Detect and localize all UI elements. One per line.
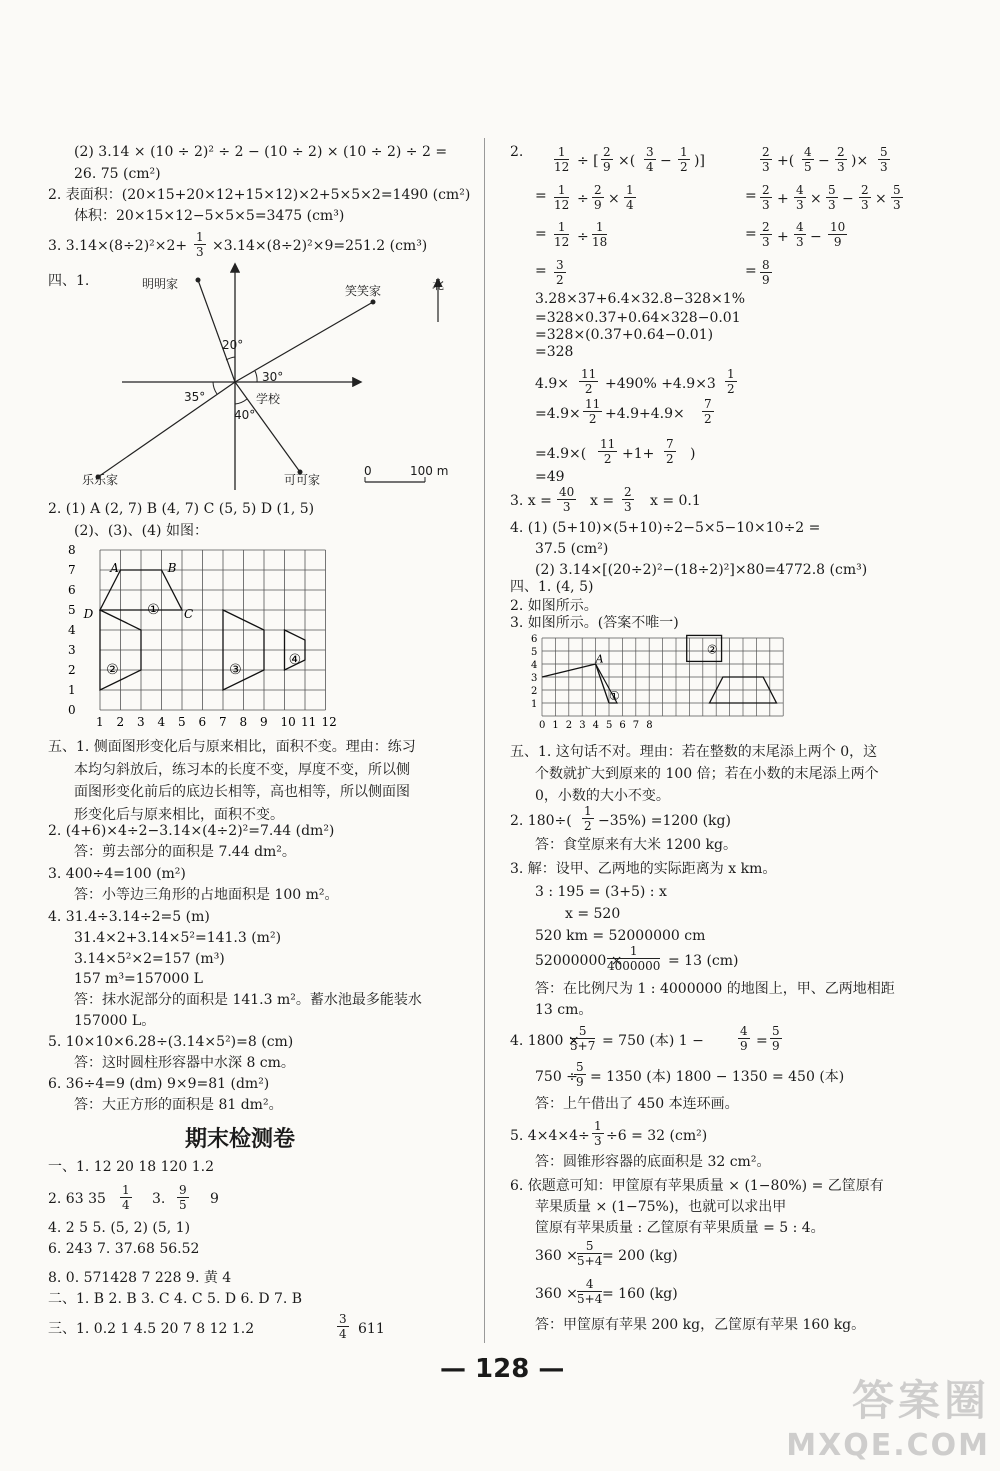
x-tick-label: 11	[301, 715, 317, 729]
right-text-line: (2) 3.14×[(20÷2)²−(18÷2)²]×80=4772.8 (cm³)	[535, 562, 868, 578]
x-tick-label: 12	[321, 715, 337, 729]
expr-b-4: +	[777, 191, 789, 207]
left-text-line: 3. 400÷4=100 (m²)	[48, 866, 186, 882]
x-tick-label: 4	[157, 715, 166, 729]
right-text-line: =328	[535, 344, 574, 360]
right-text-line: =4.9×	[535, 406, 581, 422]
expr-b-8: +	[777, 229, 789, 245]
y-tick-label: 4	[531, 660, 538, 672]
right-text-line: 360 ×	[535, 1286, 578, 1302]
label-xiaoxiao: 笑笑家	[345, 284, 382, 298]
right-text-line: =	[535, 226, 547, 242]
point-label: B	[167, 561, 177, 575]
x-tick-label: 4	[592, 720, 599, 731]
right-text-line: +1+	[622, 446, 655, 462]
right-text-line: =	[745, 263, 757, 279]
left-text-line: 8. 0. 571428 7 228 9. 黄 4	[48, 1270, 232, 1286]
x-tick-label: 7	[219, 715, 227, 729]
left-text-line: 2. (4+6)×4÷2−3.14×(4÷2)²=7.44 (dm²)	[48, 823, 335, 839]
right-fraction: $\frac{1}{4000000}$	[607, 944, 661, 973]
right-text-line: 个数就扩大到原来的 100 倍；若在小数的末尾添上两个	[535, 766, 879, 782]
right-text-line: 4. (1) (5+10)×(5+10)÷2−5×5−10×10÷2 =	[510, 520, 821, 536]
x-tick-label: 3	[137, 715, 145, 729]
expr-a-6: ×	[608, 191, 620, 207]
left-text-line: 四、1.	[48, 273, 90, 289]
right-fraction: $\frac{3}{2}$	[556, 258, 564, 287]
left-text-line: 4. 31.4÷3.14÷2=5 (m)	[48, 909, 210, 925]
y-tick-label: 1	[68, 683, 76, 697]
right-text-line: 3.28×37+6.4×32.8−328×1%	[535, 291, 746, 307]
expr-a-3: −	[660, 153, 672, 169]
expr-a-4: )]	[694, 153, 705, 169]
left-text-line: 3.14×5²×2=157 (m³)	[74, 951, 225, 967]
left-fraction: $\frac{9}{5}$	[179, 1183, 187, 1212]
coordinate-grid-left	[60, 540, 350, 740]
expr-b-3: )×	[851, 153, 869, 169]
left-text-line: 答：这时圆柱形容器中水深 8 cm。	[74, 1055, 295, 1071]
right-fraction: $\frac{2}{3}$	[762, 145, 770, 174]
expr-b-1: +(	[777, 153, 795, 169]
right-fraction: $\frac{11}{2}$	[581, 367, 597, 396]
right-text-line: =	[535, 188, 547, 204]
right-text-line: = 200 (kg)	[602, 1248, 678, 1264]
frac-1-18: $\frac{1}{18}$	[592, 220, 608, 249]
left-text-line: 4. 2 5 5. (5, 2) (5, 1)	[48, 1220, 191, 1236]
right-text-line: )	[690, 446, 696, 462]
right-text-line: =	[745, 188, 757, 204]
right-text-line: 3. 如图所示。(答案不唯一)	[510, 615, 679, 631]
right-text-line: =328×0.37+0.64×328−0.01	[535, 310, 741, 326]
frac-5-3c: $\frac{5}{3}$	[893, 183, 901, 212]
left-text-line: ×3.14×(8÷2)²×9=251.2 (cm³)	[212, 238, 428, 254]
right-fraction: $\frac{5}{5+7}$	[570, 1024, 596, 1053]
right-text-line: ÷6 = 32 (cm²)	[606, 1128, 708, 1144]
column-divider	[484, 138, 485, 1343]
left-text-line: 3. 3.14×(8÷2)²×2+	[48, 238, 188, 254]
angle-20: 20°	[222, 338, 244, 352]
right-fraction: $\frac{7}{2}$	[666, 437, 674, 466]
x-tick-label: 0	[539, 720, 546, 731]
right-text-line: 5. 4×4×4÷	[510, 1128, 590, 1144]
point-label: A	[110, 561, 119, 575]
x-tick-label: 10	[280, 715, 296, 729]
left-text-line: 9	[210, 1191, 219, 1207]
right-fraction: $\frac{7}{2}$	[704, 397, 712, 426]
right-text-line: +490% +4.9×3	[605, 376, 716, 392]
frac-5-3: $\frac{5}{3}$	[880, 145, 888, 174]
x-tick-label: 8	[646, 720, 653, 731]
right-text-line: =	[535, 263, 547, 279]
left-text-line: 157 m³=157000 L	[74, 971, 203, 987]
x-tick-label: 1	[552, 720, 559, 731]
left-fraction: $\frac{1}{4}$	[122, 1183, 130, 1212]
x-tick-label: 3	[579, 720, 586, 731]
right-fraction: $\frac{1}{12}$	[554, 183, 570, 212]
x-tick-label: 6	[619, 720, 626, 731]
left-text-line: 2. 63 35	[48, 1191, 106, 1207]
x-tick-label: 9	[260, 715, 268, 729]
expr-b-5: ×	[810, 191, 822, 207]
expr-b-9: −	[810, 229, 822, 245]
right-text-line: 五、1. 这句话不对。理由：若在整数的末尾添上两个 0，这	[510, 744, 878, 760]
y-tick-label: 5	[68, 603, 76, 617]
right-text-line: 筐原有苹果质量 : 乙筐原有苹果质量 = 5 : 4。	[535, 1220, 825, 1236]
left-text-line: 157000 L。	[74, 1013, 156, 1029]
x-tick-label: 1	[96, 715, 104, 729]
right-text-line: 四、1. (4, 5)	[510, 579, 594, 595]
left-text-line: 3.	[152, 1191, 166, 1207]
left-text-line: 31.4×2+3.14×5²=141.3 (m²)	[74, 930, 282, 946]
right-fraction: $\frac{1}{12}$	[554, 145, 570, 174]
right-fraction: $\frac{1}{2}$	[584, 804, 592, 833]
angle-35: 35°	[184, 390, 206, 404]
frac-2-3b: $\frac{2}{3}$	[861, 183, 869, 212]
right-text-line: =4.9×(	[535, 446, 587, 462]
left-text-line: 6. 243 7. 37.68 56.52	[48, 1241, 200, 1257]
right-text-line: −35%) =1200 (kg)	[598, 813, 731, 829]
label-keke: 可可家	[284, 473, 321, 487]
right-text-line: =	[756, 1033, 768, 1049]
right-text-line: 0，小数的大小不变。	[535, 788, 670, 804]
left-fraction: $\frac{1}{3}$	[196, 230, 204, 259]
label-mingming: 明明家	[142, 277, 179, 291]
y-tick-label: 2	[68, 663, 76, 677]
angle-30: 30°	[262, 370, 284, 384]
left-text-line: 一、1. 12 20 18 120 1.2	[48, 1159, 215, 1175]
right-fraction: $\frac{5}{9}$	[772, 1024, 780, 1053]
right-text-line: 答：食堂原来有大米 1200 kg。	[535, 837, 737, 853]
shape-label: ①	[609, 689, 620, 704]
coordinate-grid-right	[530, 628, 790, 738]
left-text-line: (2) 3.14 × (10 ÷ 2)² ÷ 2 − (10 ÷ 2) × (10 ÷ 2) ÷ 2 =	[74, 144, 448, 160]
right-text-line: 360 ×	[535, 1248, 578, 1264]
scale-zero: 0	[364, 464, 372, 478]
y-tick-label: 6	[531, 634, 538, 646]
left-text-line: 2. (1) A (2, 7) B (4, 7) C (5, 5) D (1, 5)	[48, 501, 315, 517]
right-text-line: 苹果质量 × (1−75%)，也就可以求出甲	[535, 1199, 787, 1215]
right-text-line: =328×(0.37+0.64−0.01)	[535, 327, 714, 343]
y-tick-label: 4	[68, 623, 76, 637]
left-text-line: 答：小等边三角形的占地面积是 100 m²。	[74, 887, 339, 903]
left-text-line: 三、1. 0.2 1 4.5 20 7 8 12 1.2	[48, 1321, 255, 1337]
right-fraction: $\frac{8}{9}$	[762, 258, 770, 287]
right-text-line: 4. 1800 ×	[510, 1033, 580, 1049]
expr-a-5: ÷	[577, 191, 589, 207]
left-text-line: 本均匀斜放后，练习本的长度不变，厚度不变，所以侧	[74, 762, 410, 778]
frac-4-3b: $\frac{4}{3}$	[796, 220, 804, 249]
shape-label: ④	[288, 652, 302, 668]
y-tick-label: 3	[68, 643, 76, 657]
expr-b-2: −	[818, 153, 830, 169]
right-text-line: = 750 (本) 1 −	[602, 1033, 704, 1049]
y-tick-label: 8	[68, 543, 76, 557]
right-text-line: 3 : 195 = (3+5) : x	[535, 884, 667, 900]
shape-label: ③	[229, 662, 242, 678]
expr-a-2: ×(	[618, 153, 636, 169]
right-text-line: 6. 依题意可知：甲筐原有苹果质量 × (1−80%) = 乙筐原有	[510, 1178, 884, 1194]
right-text-line: x =	[590, 493, 615, 509]
right-fraction: $\frac{1}{3}$	[594, 1119, 602, 1148]
right-text-line: = 1350 (本) 1800 − 1350 = 450 (本)	[590, 1069, 845, 1085]
right-fraction: $\frac{2}{3}$	[624, 485, 632, 514]
right-text-line: 13 cm。	[535, 1002, 593, 1018]
left-text-line: 体积：20×15×12−5×5×5=3475 (cm³)	[74, 208, 345, 224]
right-fraction: $\frac{11}{2}$	[585, 397, 601, 426]
right-fraction: $\frac{40}{3}$	[559, 485, 575, 514]
left-text-line: 答：大正方形的面积是 81 dm²。	[74, 1097, 283, 1113]
right-fraction: $\frac{5}{5+4}$	[577, 1239, 603, 1268]
y-tick-label: 2	[531, 686, 538, 698]
right-fraction: $\frac{5}{9}$	[576, 1060, 584, 1089]
frac-1-2: $\frac{1}{2}$	[680, 145, 688, 174]
label-lele: 乐乐家	[82, 473, 119, 487]
point-label: C	[184, 607, 194, 621]
right-fraction: $\frac{11}{2}$	[600, 437, 616, 466]
left-text-line: 26. 75 (cm²)	[74, 166, 161, 182]
right-text-line: 4.9×	[535, 376, 569, 392]
x-tick-label: 7	[632, 720, 640, 731]
y-tick-label: 5	[531, 647, 538, 659]
right-fraction: $\frac{4}{9}$	[740, 1024, 748, 1053]
left-text-line: 答：剪去部分的面积是 7.44 dm²。	[74, 844, 296, 860]
watermark-url: MXQE.COM	[786, 1428, 990, 1463]
expr-a-1: ÷ [	[577, 153, 599, 169]
right-fraction: $\frac{1}{12}$	[554, 220, 570, 249]
y-tick-label: 0	[68, 703, 76, 717]
left-text-line: (2)、(3)、(4) 如图：	[74, 523, 208, 539]
expr-b-7: ×	[875, 191, 887, 207]
right-fraction: $\frac{1}{2}$	[727, 367, 735, 396]
frac-4-5: $\frac{4}{5}$	[804, 145, 812, 174]
right-text-line: x = 0.1	[650, 493, 701, 509]
right-text-line: 答：在比例尺为 1 : 4000000 的地图上，甲、乙两地相距	[535, 981, 895, 997]
right-text-line: 2. 如图所示。	[510, 598, 598, 614]
frac-4-3: $\frac{4}{3}$	[796, 183, 804, 212]
right-text-line: = 160 (kg)	[602, 1286, 678, 1302]
frac-5-3b: $\frac{5}{3}$	[828, 183, 836, 212]
left-text-line: 形变化后与原来相比，面积不变。	[74, 807, 284, 823]
frac-10-9: $\frac{10}{9}$	[830, 220, 846, 249]
x-tick-label: 2	[565, 720, 573, 731]
right-text-line: 2. 180÷(	[510, 813, 572, 829]
right-text-line: 750 ÷	[535, 1069, 578, 1085]
right-text-line: 520 km = 52000000 cm	[535, 928, 706, 944]
shape-label: ②	[106, 662, 119, 678]
watermark	[786, 1368, 990, 1463]
right-fraction: $\frac{2}{3}$	[762, 220, 770, 249]
left-text-line: 面图形变化前后的底边长相等，高也相等，所以侧面图	[74, 784, 410, 800]
section-title: 期末检测卷	[185, 1127, 296, 1152]
right-fraction: $\frac{2}{3}$	[762, 183, 770, 212]
shape-label: ②	[706, 642, 718, 657]
right-text-line: =	[745, 226, 757, 242]
label-school: 学校	[256, 392, 281, 406]
x-tick-label: 5	[606, 720, 613, 731]
expr-b-6: −	[842, 191, 854, 207]
right-text-line: x = 520	[565, 906, 621, 922]
right-text-line: 3. 解：设甲、乙两地的实际距离为 x km。	[510, 861, 777, 877]
frac-3-4: $\frac{3}{4}$	[646, 145, 654, 174]
frac-1-4: $\frac{1}{4}$	[626, 183, 634, 212]
left-text-line: 611	[358, 1321, 385, 1337]
right-text-line: 3. x =	[510, 493, 552, 509]
y-tick-label: 7	[68, 563, 76, 577]
scale-100m: 100 m	[410, 464, 449, 478]
x-tick-label: 6	[198, 715, 207, 729]
right-text-line: 37.5 (cm²)	[535, 541, 609, 557]
y-tick-label: 3	[531, 673, 538, 685]
x-tick-label: 8	[239, 715, 248, 729]
point-label: A	[595, 652, 604, 666]
x-tick-label: 2	[116, 715, 125, 729]
expr-a-7: ÷	[577, 229, 589, 245]
right-text-line: 答：上午借出了 450 本连环画。	[535, 1096, 739, 1112]
right-text-line: 答：甲筐原有苹果 200 kg，乙筐原有苹果 160 kg。	[535, 1317, 866, 1333]
right-text-line: 2.	[510, 144, 524, 160]
frac-2-3: $\frac{2}{3}$	[837, 145, 845, 174]
shape-label: ①	[147, 602, 160, 618]
right-text-line: +4.9+4.9×	[605, 406, 685, 422]
frac-2-9: $\frac{2}{9}$	[603, 145, 611, 174]
angle-40: 40°	[234, 408, 256, 422]
left-text-line: 2. 表面积：(20×15+20×12+15×12)×2+5×5×2=1490 (cm²)	[48, 187, 471, 203]
left-text-line: 答：抹水泥部分的面积是 141.3 m²。蓄水池最多能装水	[74, 992, 422, 1008]
left-text-line: 五、1. 侧面图形变化后与原来相比，面积不变。理由：练习	[48, 739, 416, 755]
point-label: D	[83, 607, 94, 621]
right-text-line: 52000000 ×	[535, 953, 623, 969]
y-tick-label: 1	[531, 699, 538, 711]
left-text-line: 二、1. B 2. B 3. C 4. C 5. D 6. D 7. B	[48, 1291, 303, 1307]
right-text-line: =49	[535, 469, 565, 485]
right-fraction: $\frac{4}{5+4}$	[577, 1277, 603, 1306]
left-text-line: 6. 36÷4=9 (dm) 9×9=81 (dm²)	[48, 1076, 270, 1092]
label-north: 北	[432, 278, 445, 292]
y-tick-label: 6	[68, 583, 76, 597]
watermark-logo: 答案圈	[851, 1376, 990, 1425]
x-tick-label: 5	[178, 715, 186, 729]
left-fraction: $\frac{3}{4}$	[339, 1312, 347, 1341]
page-number: — 128 —	[440, 1354, 565, 1384]
right-text-line: 答：圆锥形容器的底面积是 32 cm²。	[535, 1154, 771, 1170]
frac-2-9b: $\frac{2}{9}$	[594, 183, 602, 212]
right-text-line: = 13 (cm)	[668, 953, 739, 969]
left-text-line: 5. 10×10×6.28÷(3.14×5²)=8 (cm)	[48, 1034, 294, 1050]
